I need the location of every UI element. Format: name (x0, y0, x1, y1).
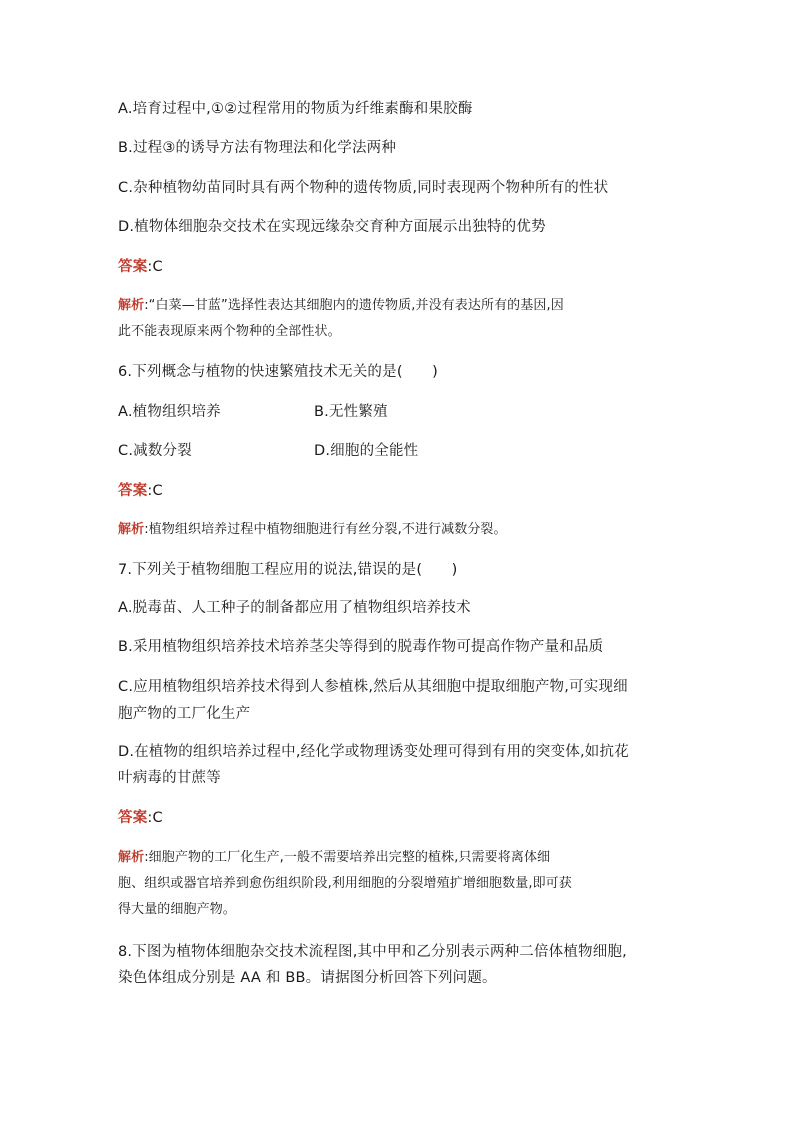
q8-stem-line-1: 8.下图为植物体细胞杂交技术流程图,其中甲和乙分别表示两种二倍体植物细胞, (118, 944, 627, 960)
q5-option-d: D.植物体细胞杂交技术在实现远缘杂交育种方面展示出独特的优势 (118, 219, 546, 235)
q6-options-row-2 (118, 441, 419, 461)
q5-option-a: A.培育过程中,①②过程常用的物质为纤维素酶和果胶酶 (118, 101, 473, 117)
q7-stem: 7.下列关于植物细胞工程应用的说法,错误的是( ) (118, 562, 458, 578)
q6-option-a: A.植物组织培养 (118, 404, 221, 420)
q7-option-c-line-1: C.应用植物组织培养技术得到人参植株,然后从其细胞中提取细胞产物,可实现细 (118, 679, 628, 695)
q5-analysis-line-1: 解析:“白菜—甘蓝”选择性表达其细胞内的遗传物质,并没有表达所有的基因,因 (118, 298, 564, 313)
q6-option-d: D.细胞的全能性 (314, 443, 419, 459)
answer-value: :C (147, 259, 163, 275)
q6-stem: 6.下列概念与植物的快速繁殖技术无关的是( ) (118, 364, 438, 380)
q7-option-a: A.脱毒苗、人工种子的制备都应用了植物组织培养技术 (118, 600, 471, 616)
answer-value: :C (147, 810, 163, 826)
q5-analysis-line-2: 此不能表现原来两个物种的全部性状。 (118, 324, 341, 339)
analysis-label: 解析 (118, 522, 145, 537)
q7-option-b: B.采用植物组织培养技术培养茎尖等得到的脱毒作物可提高作物产量和品质 (118, 639, 604, 655)
q7-option-d-line-2: 叶病毒的甘蔗等 (118, 770, 221, 786)
q5-answer (118, 257, 163, 277)
q6-analysis: 解析:植物组织培养过程中植物细胞进行有丝分裂,不进行减数分裂。 (118, 522, 507, 537)
answer-value: :C (147, 483, 163, 499)
q6-option-c: C.减数分裂 (118, 443, 192, 459)
analysis-label: 解析 (118, 850, 145, 865)
q6-answer (118, 481, 163, 501)
q5-option-c: C.杂种植物幼苗同时具有两个物种的遗传物质,同时表现两个物种所有的性状 (118, 180, 609, 196)
answer-label: 答案 (118, 483, 148, 499)
q7-option-d-line-1: D.在植物的组织培养过程中,经化学或物理诱变处理可得到有用的突变体,如抗花 (118, 744, 629, 760)
analysis-label: 解析 (118, 298, 145, 313)
q7-analysis-line-1: 解析:细胞产物的工厂化生产,一般不需要培养出完整的植株,只需要将离体细 (118, 850, 551, 865)
q6-option-b: B.无性繁殖 (314, 404, 388, 420)
q7-answer (118, 808, 163, 828)
q7-analysis-line-3: 得大量的细胞产物。 (118, 902, 236, 917)
q7-option-c-line-2: 胞产物的工厂化生产 (118, 706, 251, 722)
q6-options-row-1 (118, 402, 388, 422)
answer-label: 答案 (118, 810, 148, 826)
answer-label: 答案 (118, 259, 148, 275)
q7-analysis-line-2: 胞、组织或器官培养到愈伤组织阶段,利用细胞的分裂增殖扩增细胞数量,即可获 (118, 876, 572, 891)
q8-stem-line-2: 染色体组成分别是 AA 和 BB。请据图分析回答下列问题。 (118, 970, 497, 986)
q5-option-b: B.过程③的诱导方法有物理法和化学法两种 (118, 140, 397, 156)
